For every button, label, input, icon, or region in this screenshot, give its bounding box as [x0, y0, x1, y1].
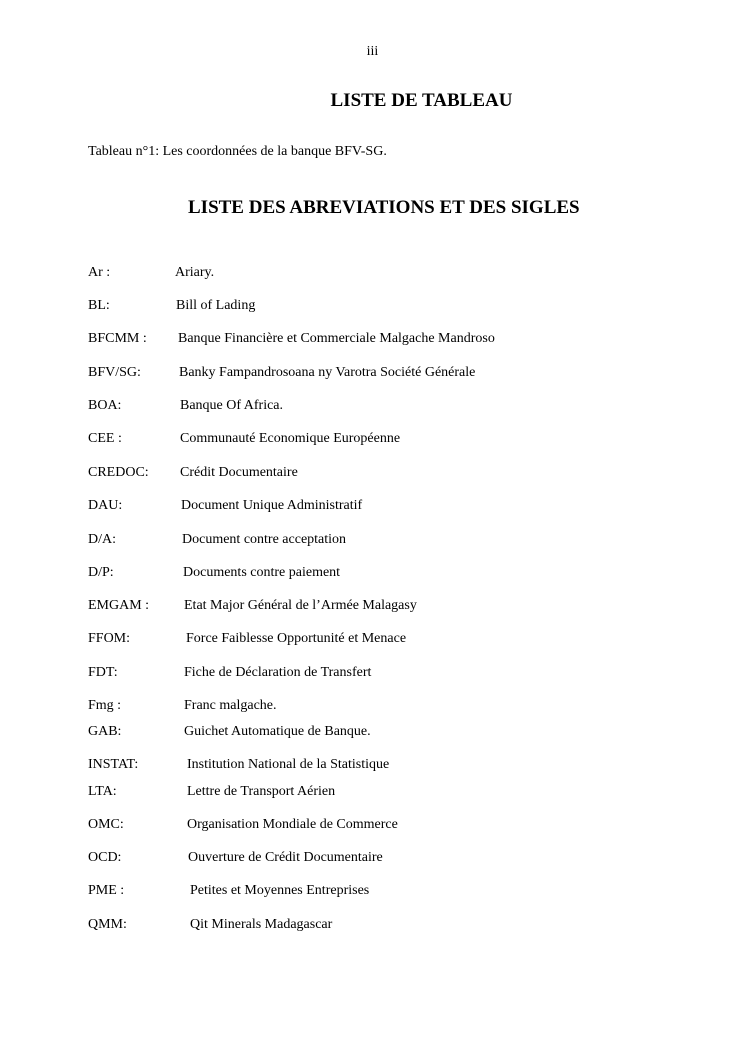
abbreviation-term: DAU: — [88, 498, 123, 513]
abbreviation-definition: Franc malgache. — [184, 698, 277, 713]
abbreviation-term: QMM: — [88, 917, 127, 932]
abbreviation-definition: Banque Of Africa. — [180, 398, 284, 413]
abbreviation-term: BOA: — [88, 398, 122, 413]
abbreviation-term: Fmg : — [88, 698, 122, 713]
abbreviation-definition: Organisation Mondiale de Commerce — [187, 817, 398, 832]
abbreviation-term: D/P: — [88, 565, 114, 580]
tables-heading-text: LISTE DE TABLEAU — [330, 90, 513, 111]
abbreviation-definition: Qit Minerals Madagascar — [190, 917, 333, 932]
abbreviation-term: EMGAM : — [88, 598, 150, 613]
abbreviation-definition: Bill of Lading — [176, 298, 256, 313]
abbreviation-definition: Ariary. — [175, 265, 215, 280]
abbreviation-term: BL: — [88, 298, 110, 313]
abbreviations-heading: LISTE DES ABREVIATIONS ET DES SIGLES — [188, 197, 580, 218]
abbreviation-definition: Crédit Documentaire — [180, 465, 298, 480]
abbreviation-term: OMC: — [88, 817, 124, 832]
abbreviation-term: OCD: — [88, 850, 122, 865]
abbreviation-definition: Fiche de Déclaration de Transfert — [184, 665, 372, 680]
abbreviation-definition: Document Unique Administratif — [181, 498, 363, 513]
abbreviation-term: FFOM: — [88, 631, 131, 646]
abbreviation-term: BFCMM : — [88, 331, 147, 346]
abbreviation-term: CREDOC: — [88, 465, 149, 480]
abbreviation-definition: Etat Major Général de l’Armée Malagasy — [184, 598, 417, 613]
abbreviation-definition: Petites et Moyennes Entreprises — [190, 883, 370, 898]
abbreviation-definition: Document contre acceptation — [182, 532, 347, 547]
abbreviation-definition: Documents contre paiement — [183, 565, 341, 580]
page-number: iii — [366, 44, 379, 59]
table-list-entry: Tableau n°1: Les coordonnées de la banque BFV-SG. — [88, 144, 387, 159]
abbreviation-term: GAB: — [88, 724, 122, 739]
abbreviation-definition: Institution National de la Statistique — [187, 757, 390, 772]
abbreviation-definition: Lettre de Transport Aérien — [187, 784, 336, 799]
abbreviation-definition: Banky Fampandrosoana ny Varotra Société Générale — [179, 365, 476, 380]
abbreviation-definition: Guichet Automatique de Banque. — [184, 724, 371, 739]
abbreviation-term: LTA: — [88, 784, 117, 799]
abbreviation-definition: Force Faiblesse Opportunité et Menace — [186, 631, 407, 646]
abbreviation-term: INSTAT: — [88, 757, 139, 772]
abbreviation-term: FDT: — [88, 665, 118, 680]
abbreviation-definition: Banque Financière et Commerciale Malgache Mandroso — [178, 331, 495, 346]
abbreviation-term: D/A: — [88, 532, 116, 547]
abbreviation-term: Ar : — [88, 265, 111, 280]
abbreviation-term: BFV/SG: — [88, 365, 141, 380]
abbreviation-term: PME : — [88, 883, 125, 898]
abbreviation-definition: Ouverture de Crédit Documentaire — [188, 850, 383, 865]
abbreviation-definition: Communauté Economique Européenne — [180, 431, 401, 446]
abbreviation-term: CEE : — [88, 431, 122, 446]
